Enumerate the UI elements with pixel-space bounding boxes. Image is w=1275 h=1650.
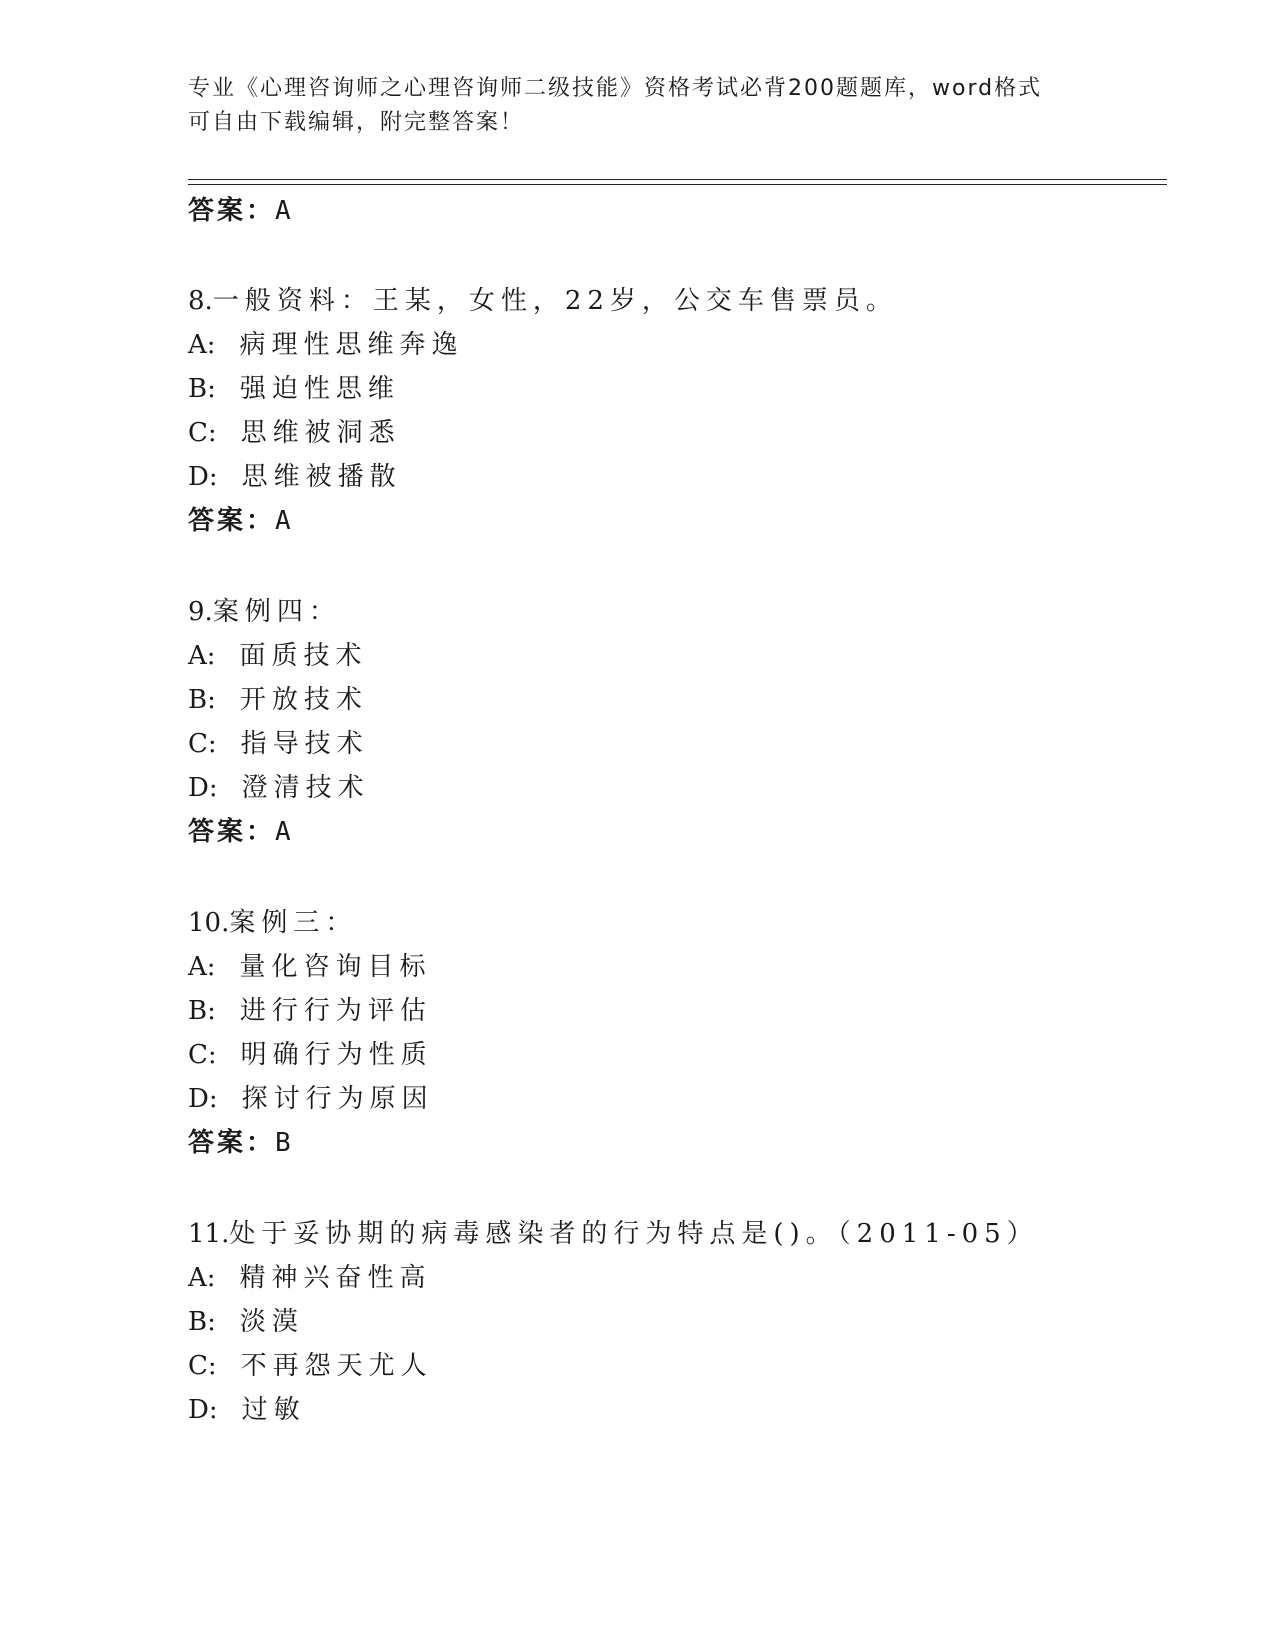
option-key: D:	[188, 462, 218, 492]
option-text: 进行行为评估	[239, 996, 432, 1026]
option-text: 思维被播散	[241, 462, 402, 492]
option-a	[188, 639, 368, 673]
option-text: 量化咨询目标	[239, 952, 432, 982]
header-title-line-1: 专业《心理咨询师之心理咨询师二级技能》资格考试必背200题题库，word格式	[188, 76, 1043, 101]
question-8	[188, 284, 898, 318]
option-key: B:	[188, 1307, 216, 1337]
question-number: 9.	[188, 597, 213, 627]
option-key: B:	[188, 374, 216, 404]
option-key: A:	[188, 330, 216, 360]
option-text: 过敏	[241, 1395, 306, 1425]
answer-line	[188, 194, 294, 228]
answer-value: A	[275, 196, 294, 226]
option-text: 开放技术	[239, 685, 368, 715]
option-text: 面质技术	[239, 641, 368, 671]
question-10	[188, 906, 357, 940]
question-text: 处于妥协期的病毒感染者的行为特点是()。（2011-05）	[229, 1219, 1039, 1249]
question-number: 10.	[188, 908, 230, 938]
option-a	[188, 950, 432, 984]
option-b	[188, 994, 432, 1028]
option-key: D:	[188, 1084, 218, 1114]
answer-value: A	[275, 506, 294, 536]
question-text: 案例三：	[229, 908, 358, 938]
answer-line	[188, 504, 294, 538]
question-text: 一般资料：王某，女性，22岁，公交车售票员。	[212, 286, 898, 316]
question-number: 8.	[188, 286, 213, 316]
option-d	[188, 1393, 306, 1427]
option-key: D:	[188, 1395, 218, 1425]
option-key: C:	[188, 1040, 217, 1070]
option-key: B:	[188, 996, 216, 1026]
option-key: B:	[188, 685, 216, 715]
option-d	[188, 460, 402, 494]
answer-line	[188, 815, 294, 849]
header-title-line-2: 可自由下载编辑，附完整答案！	[188, 110, 525, 135]
option-c	[188, 1349, 433, 1383]
option-a	[188, 328, 464, 362]
option-text: 不再怨天尤人	[240, 1351, 433, 1381]
answer-label: 答案：	[188, 196, 276, 226]
option-key: A:	[188, 952, 216, 982]
option-text: 强迫性思维	[239, 374, 400, 404]
option-text: 淡漠	[239, 1307, 304, 1337]
option-key: C:	[188, 1351, 217, 1381]
option-b	[188, 683, 368, 717]
option-text: 精神兴奋性高	[239, 1263, 432, 1293]
answer-value: A	[275, 817, 294, 847]
option-b	[188, 1305, 304, 1339]
option-d	[188, 771, 370, 805]
answer-label: 答案：	[188, 817, 276, 847]
header-divider-bottom	[188, 184, 1167, 185]
option-key: C:	[188, 418, 217, 448]
option-text: 思维被洞悉	[240, 418, 401, 448]
option-b	[188, 372, 400, 406]
answer-label: 答案：	[188, 506, 276, 536]
answer-label: 答案：	[188, 1128, 276, 1158]
header-divider-top	[188, 179, 1167, 180]
option-c	[188, 1038, 433, 1072]
answer-line	[188, 1126, 294, 1160]
document-header	[188, 72, 1088, 140]
question-text: 案例四：	[212, 597, 341, 627]
option-text: 探讨行为原因	[241, 1084, 434, 1114]
question-9	[188, 595, 341, 629]
answer-value: B	[275, 1128, 294, 1158]
option-d	[188, 1082, 434, 1116]
option-key: C:	[188, 729, 217, 759]
question-11	[188, 1217, 1039, 1251]
option-text: 明确行为性质	[240, 1040, 433, 1070]
option-c	[188, 727, 369, 761]
option-text: 指导技术	[240, 729, 369, 759]
option-key: D:	[188, 773, 218, 803]
option-a	[188, 1261, 432, 1295]
option-text: 病理性思维奔逸	[239, 330, 464, 360]
option-key: A:	[188, 641, 216, 671]
option-c	[188, 416, 401, 450]
question-number: 11.	[188, 1219, 230, 1249]
option-text: 澄清技术	[241, 773, 370, 803]
option-key: A:	[188, 1263, 216, 1293]
